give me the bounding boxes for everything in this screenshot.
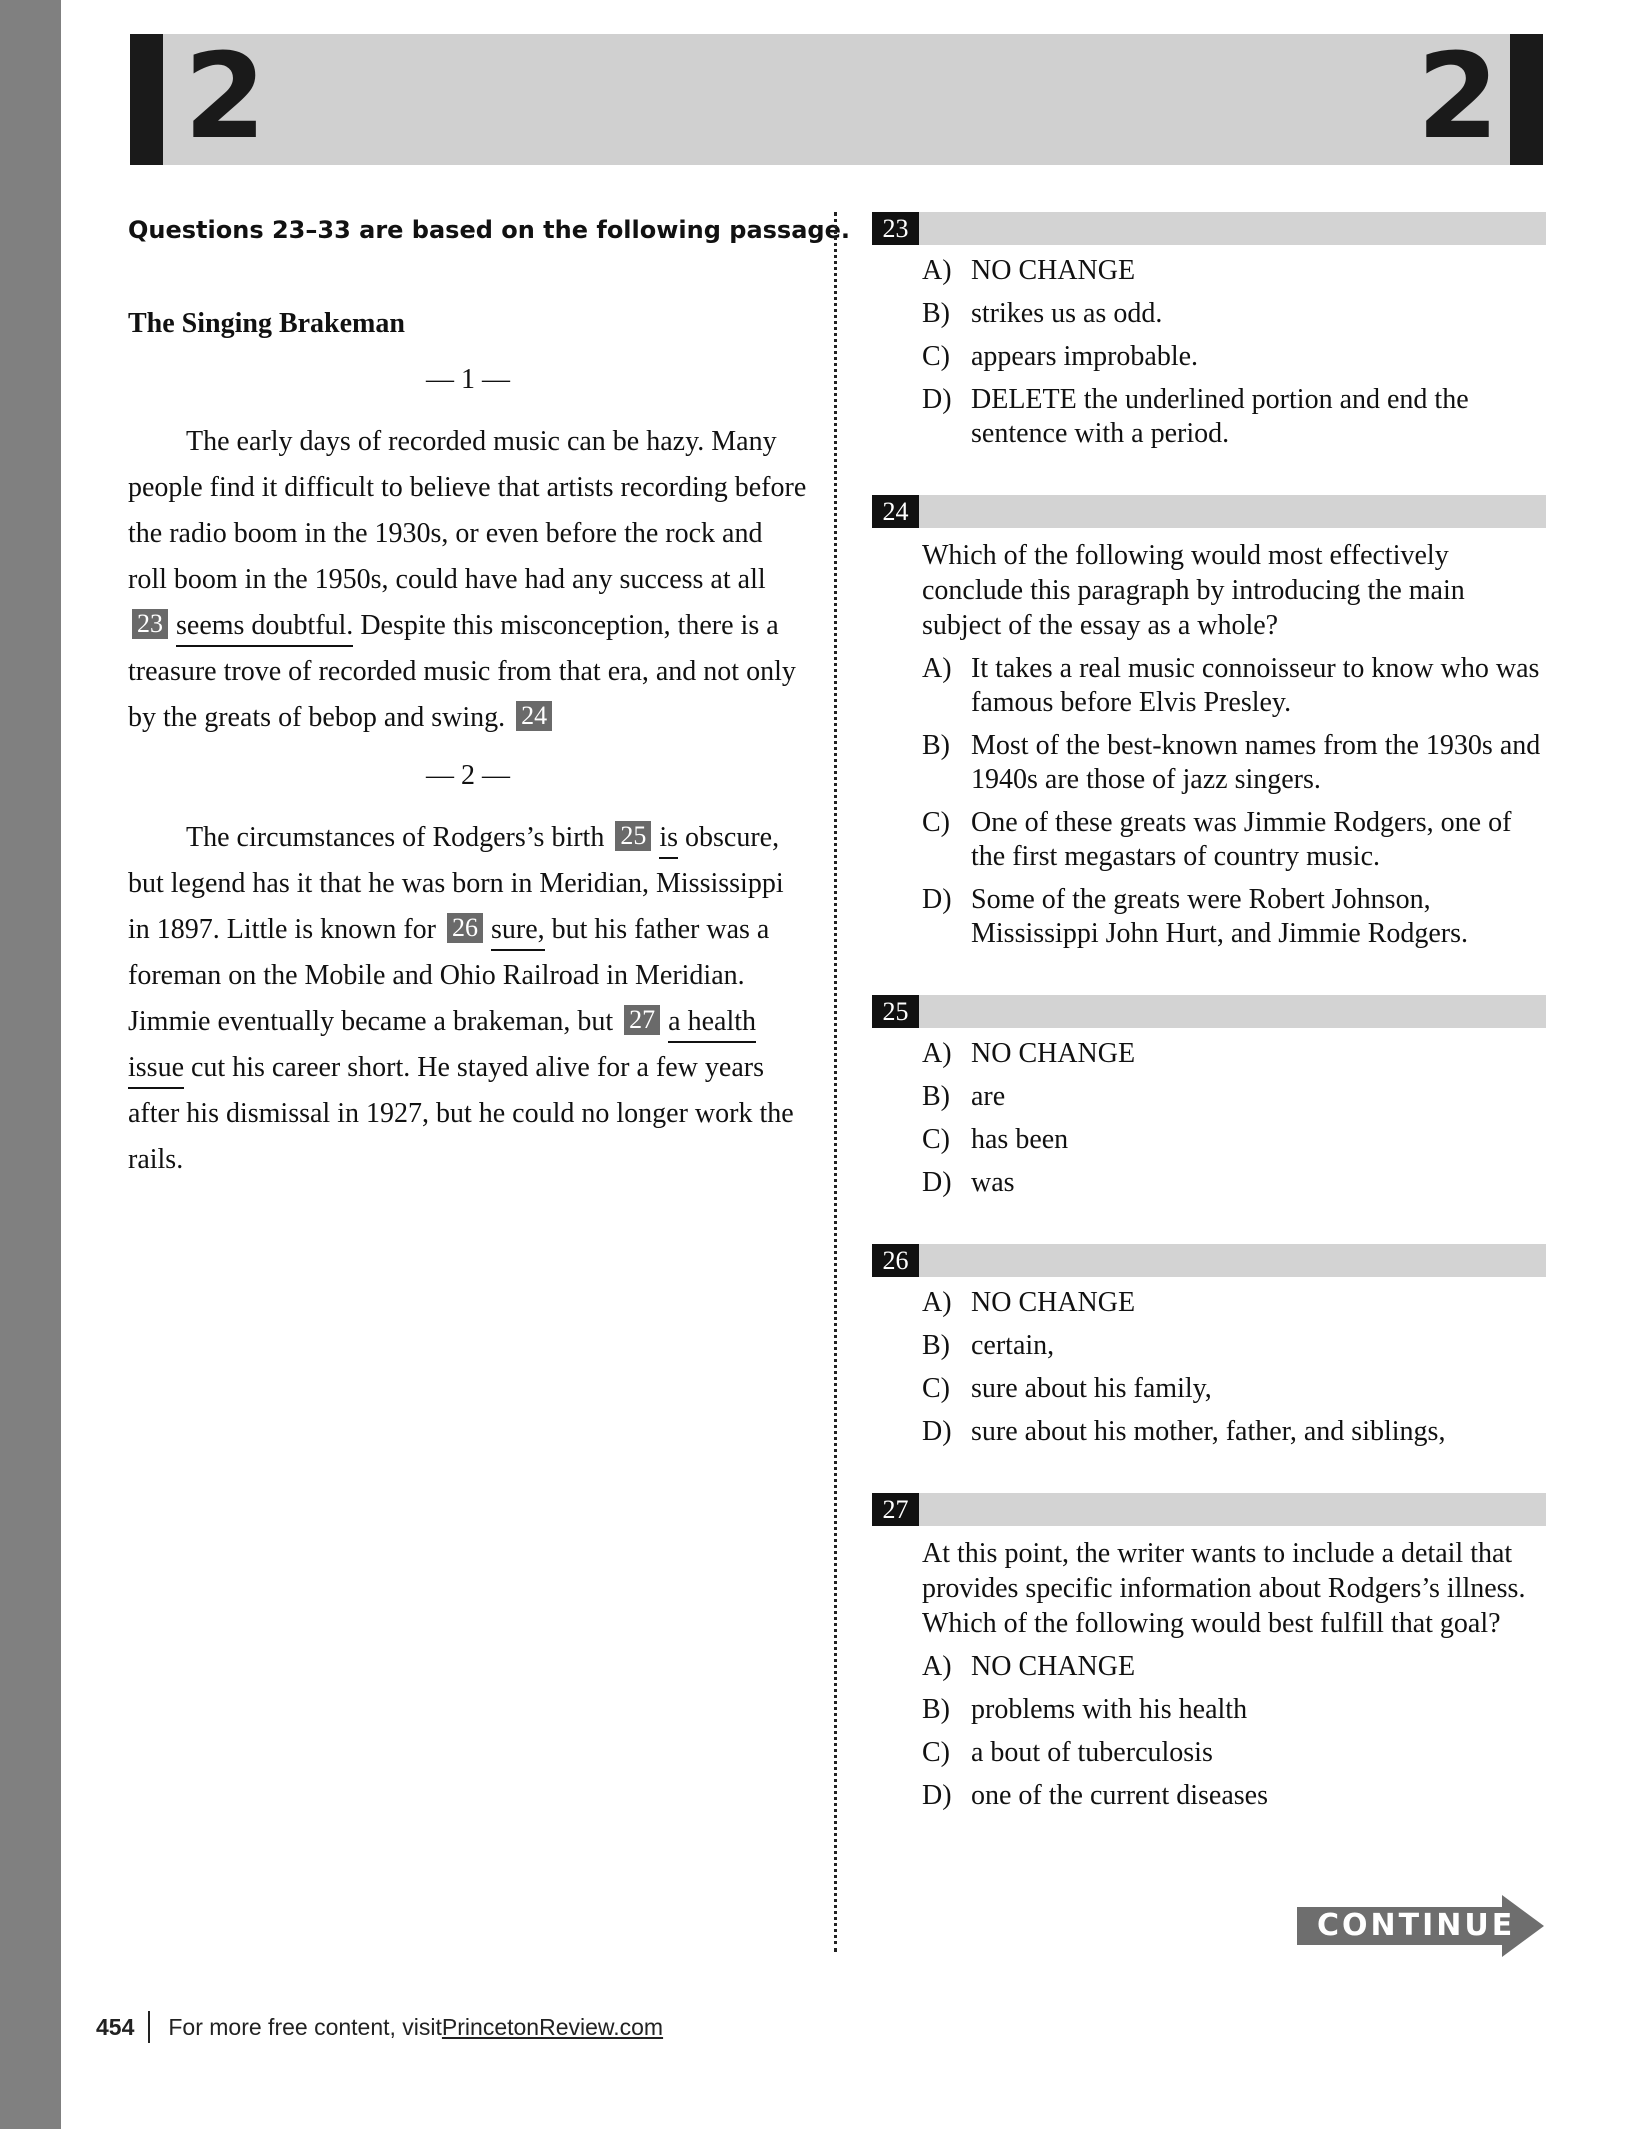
option-text: Some of the greats were Robert Johnson, Mississippi John Hurt, and Jimmie Rodgers.: [971, 884, 1469, 949]
underlined-portion-26[interactable]: sure,: [491, 911, 545, 951]
option-text: was: [971, 1167, 1015, 1198]
option-text: appears improbable.: [971, 341, 1199, 372]
question-header: [872, 995, 1546, 1028]
option-text: NO CHANGE: [971, 1038, 1136, 1069]
answer-option[interactable]: [922, 1166, 1546, 1200]
option-text: has been: [971, 1124, 1069, 1155]
header-bar-right: [1510, 34, 1543, 165]
option-letter: D): [922, 384, 952, 415]
option-letter: C): [922, 1737, 950, 1768]
question-23: [872, 212, 1546, 451]
option-text: NO CHANGE: [971, 255, 1136, 286]
question-stem: At this point, the writer wants to include a detail that provides specific information about Rodgers’s illness. Which of the following would best fulfill that goal?: [922, 1538, 1526, 1639]
question-24: [872, 495, 1546, 951]
option-letter: B): [922, 730, 950, 761]
page-footer: [96, 2010, 663, 2044]
option-letter: B): [922, 1330, 950, 1361]
answer-option[interactable]: [922, 806, 1546, 874]
answer-option[interactable]: [922, 1123, 1546, 1157]
answer-option[interactable]: [922, 383, 1546, 451]
option-text: It takes a real music connoisseur to know who was famous before Elvis Presley.: [971, 653, 1540, 718]
paragraph-1-text-a: The early days of recorded music can be hazy. Many people find it difficult to believe that artists recording before the radio boom in the 1930s, or even before the rock and roll boom in the 1950s, could have had any success at all: [128, 426, 807, 595]
question-number: 23: [872, 212, 919, 245]
answer-option[interactable]: [922, 1286, 1546, 1320]
section-number-right: 2: [1416, 27, 1499, 165]
column-divider: [834, 212, 837, 1952]
section-header: [130, 27, 1543, 165]
answer-option[interactable]: [922, 1779, 1546, 1813]
paragraph-2-text-b: obscure, but legend has it that he was born in Meridian, Mississippi in 1897. Little is known for: [128, 822, 784, 945]
page-number: 454: [96, 2014, 135, 2040]
paragraph-marker-1: — 1 —: [426, 364, 510, 395]
answer-option[interactable]: [922, 652, 1546, 720]
option-text: NO CHANGE: [971, 1287, 1136, 1318]
footer-link[interactable]: PrincetonReview.com: [441, 2014, 664, 2040]
answer-option[interactable]: [922, 340, 1546, 374]
option-letter: B): [922, 1694, 950, 1725]
answer-option[interactable]: [922, 1372, 1546, 1406]
paragraph-2: [128, 815, 808, 1183]
option-text: a bout of tuberculosis: [971, 1737, 1213, 1768]
question-header: [872, 212, 1546, 245]
paragraph-2-text-d: cut his career short. He stayed alive for a few years after his dismissal in 1927, but he could no longer work the rails.: [128, 1052, 794, 1175]
option-text: one of the current diseases: [971, 1780, 1268, 1811]
passage-intro: Questions 23–33 are based on the following passage.: [128, 216, 850, 244]
question-number: 27: [872, 1493, 919, 1526]
option-letter: B): [922, 298, 950, 329]
passage-column: [128, 205, 850, 1183]
question-header: [872, 1244, 1546, 1277]
question-27: [872, 1493, 1546, 1813]
left-margin-strip: [0, 0, 61, 2129]
answer-option[interactable]: [922, 1693, 1546, 1727]
option-text: problems with his health: [971, 1694, 1248, 1725]
option-letter: B): [922, 1081, 950, 1112]
underlined-portion-27b[interactable]: issue: [128, 1049, 184, 1089]
paragraph-2-text-a: The circumstances of Rodgers’s birth: [186, 822, 605, 853]
question-number: 24: [872, 495, 919, 528]
question-number: 25: [872, 995, 919, 1028]
option-text: sure about his mother, father, and siblings,: [971, 1416, 1446, 1447]
option-letter: A): [922, 1038, 952, 1069]
answer-option[interactable]: [922, 1037, 1546, 1071]
question-ref-25[interactable]: 25: [615, 821, 651, 851]
option-letter: D): [922, 884, 952, 915]
paragraph-2-text-c: but his father was a foreman on the Mobile and Ohio Railroad in Meridian. Jimmie eventually became a brakeman, but: [128, 914, 770, 1037]
option-letter: C): [922, 1373, 950, 1404]
option-text: strikes us as odd.: [971, 298, 1163, 329]
question-header: [872, 495, 1546, 528]
option-letter: C): [922, 341, 950, 372]
answer-option[interactable]: [922, 1736, 1546, 1770]
continue-button[interactable]: [1297, 1895, 1544, 1957]
question-ref-23[interactable]: 23: [132, 609, 168, 639]
option-text: Most of the best-known names from the 1930s and 1940s are those of jazz singers.: [971, 730, 1541, 795]
option-letter: D): [922, 1416, 952, 1447]
answer-option[interactable]: [922, 1080, 1546, 1114]
answer-option[interactable]: [922, 297, 1546, 331]
footer-text: For more free content, visit: [168, 2014, 442, 2040]
option-letter: D): [922, 1780, 952, 1811]
option-text: DELETE the underlined portion and end the sentence with a period.: [971, 384, 1469, 449]
option-text: certain,: [971, 1330, 1055, 1361]
option-letter: A): [922, 1651, 952, 1682]
paragraph-1-text-b: Despite this misconception, there is a treasure trove of recorded music from that era, and not only by the greats of bebop and swing.: [128, 610, 796, 733]
option-text: sure about his family,: [971, 1373, 1212, 1404]
underlined-portion-27a[interactable]: a health: [668, 1003, 756, 1043]
answer-option[interactable]: [922, 1650, 1546, 1684]
option-letter: C): [922, 1124, 950, 1155]
question-ref-27[interactable]: 27: [624, 1005, 660, 1035]
paragraph-1: [128, 419, 808, 741]
option-letter: A): [922, 1287, 952, 1318]
question-25: [872, 995, 1546, 1200]
question-number: 26: [872, 1244, 919, 1277]
answer-option[interactable]: [922, 1329, 1546, 1363]
question-ref-26[interactable]: 26: [447, 913, 483, 943]
answer-option[interactable]: [922, 883, 1546, 951]
answer-option[interactable]: [922, 254, 1546, 288]
questions-column: [872, 212, 1546, 1857]
answer-option[interactable]: [922, 729, 1546, 797]
option-letter: D): [922, 1167, 952, 1198]
question-stem: Which of the following would most effectively conclude this paragraph by introducing the main subject of the essay as a whole?: [922, 540, 1465, 641]
option-text: are: [971, 1081, 1006, 1112]
option-text: NO CHANGE: [971, 1651, 1136, 1682]
question-26: [872, 1244, 1546, 1449]
underlined-portion-23[interactable]: seems doubtful.: [176, 607, 353, 647]
question-header: [872, 1493, 1546, 1526]
option-letter: A): [922, 653, 952, 684]
question-ref-24[interactable]: 24: [516, 701, 552, 731]
option-letter: A): [922, 255, 952, 286]
option-text: One of these greats was Jimmie Rodgers, one of the first megastars of country music.: [971, 807, 1512, 872]
header-bar-left: [130, 34, 163, 165]
answer-option[interactable]: [922, 1415, 1546, 1449]
footer-divider: [148, 2011, 150, 2043]
continue-label: CONTINUE: [1317, 1908, 1516, 1943]
paragraph-marker-2: — 2 —: [426, 760, 510, 791]
section-number-left: 2: [184, 27, 267, 165]
underlined-portion-25[interactable]: is: [659, 819, 678, 859]
option-letter: C): [922, 807, 950, 838]
passage-title: The Singing Brakeman: [128, 308, 405, 339]
